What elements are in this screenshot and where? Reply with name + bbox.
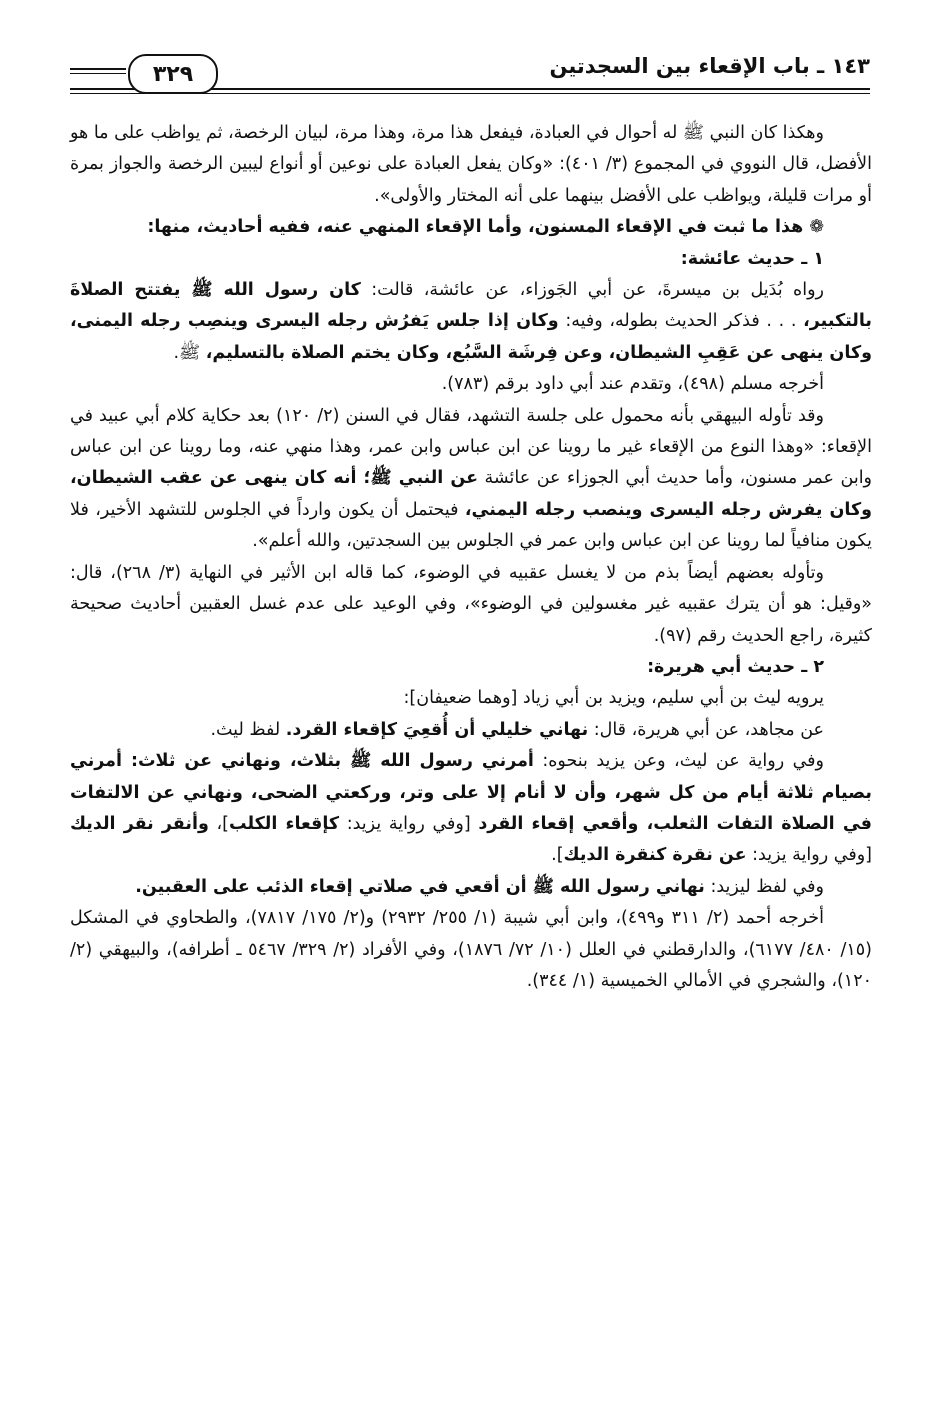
text-run: ]. — [551, 845, 564, 866]
text-run: وفي لفظ ليزيد: — [704, 876, 824, 897]
hadith-text: كان رسول الله ﷺ يفتتح الصلاةَ بالتكبير، — [70, 280, 872, 332]
hadith-text: وأنقر نقر الديك — [70, 813, 209, 834]
paragraph-aisha — [70, 275, 872, 369]
hadith-text: عن النبي ﷺ؛ أنه كان ينهى عن عقب الشيطان، وكان يفرش رجله اليسرى وينصب رجله اليمني، — [70, 468, 873, 520]
page-header — [70, 48, 870, 100]
chapter-title: ١٤٣ ـ باب الإقعاء بين السجدتين — [549, 54, 870, 78]
text-run: رواه بُدَيل بن ميسرةَ، عن أبي الجَوزاء، عن عائشة، قالت: — [360, 280, 824, 301]
text-run: [وفي رواية يزيد: — [339, 813, 479, 834]
hadith-heading-abu-hurayra — [70, 652, 872, 683]
hadith-heading-aisha-text: ١ ـ حديث عائشة: — [680, 248, 824, 269]
paragraph-takhrij-abu-hurayra: أخرجه أحمد (٢/ ٣١١ و٤٩٩)، وابن أبي شيبة (١/ ٢٥٥/ ٢٩٣٢) و(٢/ ١٧٥/ ٧٨١٧)، والطحاوي في المشكل (١٥/ ٤٨٠/ ٦١٧٧)، والدارقطني في العلل (١٠/ ٧٢/ ١٨٧٦)، وفي الأفراد (٢/ ٣٢٩/ ٥٤٦٧ ـ أطرافه)، والبيهقي (٢/ ١٢٠)، والشجري في الأمالي الخميسية (١/ ٣٤٤). — [70, 908, 872, 991]
text-run: لفظ ليث. — [210, 719, 286, 740]
paragraph-takhrij-aisha: أخرجه مسلم (٤٩٨)، وتقدم عند أبي داود برقم (٧٨٣). — [441, 374, 824, 395]
hadith-text: أمرني رسول الله ﷺ بثلاث، ونهاني عن ثلاث: أمرني بصيام ثلاثة أيام من كل شهر، وأن لا أنام إلا على وتر، وركعتي الضحى، ونهاني عن الالتفات في الصلاة التفات الثعلب، وأقعي إقعاء القرد — [70, 751, 872, 834]
text-run: وفي رواية عن ليث، وعن يزيد بنحوه: — [533, 751, 825, 772]
hadith-text: وكان إذا جلس يَفرُش رجله اليسرى وينصِب رجله اليمنى، وكان ينهى عن عَقِبِ الشيطان، وعن فِرشَة السَّبُع، وكان يختم الصلاة بالتسليم، — [70, 311, 872, 363]
hadith-text: نهاني رسول الله ﷺ أن أقعي في صلاتي إقعاء الذئب على العقبين. — [135, 876, 705, 897]
hadith-heading-aisha — [70, 244, 872, 275]
text-run: عن مجاهد، عن أبي هريرة، قال: — [588, 719, 824, 740]
page-body — [70, 118, 872, 997]
hadith-text: كإقعاء الكلب — [228, 813, 340, 834]
header-rule-left — [70, 68, 126, 74]
paragraph-layth-riwaya — [70, 746, 872, 872]
paragraph-bayhaqi — [70, 401, 872, 558]
text-run: فيحتمل أن يكون وارداً في الجلوس للتشهد الأخير، فلا يكون منافياً لما روينا عن ابن عباس وابن عمر في الجلوس بين السجدتين، والله أعلم». — [70, 499, 872, 552]
text-run: [وفي رواية يزيد: — [746, 845, 872, 866]
paragraph-ibn-athir: وتأوله بعضهم أيضاً بذم من لا يغسل عقبيه في الوضوء، كما قاله ابن الأثير في النهاية (٣/ ٢٦٨)، قال: «وقيل: هو أن يترك عقبيه غير مغسولين في الوضوء»، وفي الوعيد على عدم غسل العقبين أحاديث صحيحة كثيرة، راجع الحديث رقم (٩٧). — [70, 562, 872, 646]
text-run: ]، — [208, 813, 229, 834]
page-number: ٣٢٩ — [152, 61, 194, 87]
hadith-text: نهاني خليلي أن أُقعِيَ كإقعاء القرد. — [285, 719, 589, 740]
hadith-text: عن نقرة كنقرة الديك — [563, 845, 747, 866]
text-run: ﷺ. — [173, 342, 206, 363]
text-run: وقد تأوله البيهقي بأنه محمول على جلسة التشهد، فقال في السنن (٢/ ١٢٠) بعد حكاية كلام أبي عبيد في الإقعاء: «وهذا النوع من الإقعاء غير ما روينا عن ابن عباس وابن عمر، وهذا منهي عنه، وما روينا عن ابن عباس وابن عمر مسنون، وأما حديث أبي الجوزاء عن عائشة — [70, 405, 873, 489]
paragraph-yazid-lafz — [70, 872, 872, 903]
page-number-frame — [128, 54, 218, 94]
text-run: . . . فذكر الحديث بطوله، وفيه: — [558, 311, 804, 332]
section-intro-text: ❁ هذا ما ثبت في الإقعاء المسنون، وأما الإقعاء المنهي عنه، ففيه أحاديث، منها: — [147, 217, 824, 238]
paragraph-mujahid — [70, 715, 872, 746]
paragraph-1: وهكذا كان النبي ﷺ له أحوال في العبادة، فيفعل هذا مرة، وهذا مرة، لبيان الرخصة، ثم يواظب على ما هو الأفضل، قال النووي في المجموع (٣/ ٤٠١): «وكان يفعل العبادة على نوعين أو أنواع ليبين الرخصة والجواز بمرة أو مرات قليلة، ويواظب على الأفضل بينهما على أنه المختار والأولى». — [70, 123, 872, 206]
paragraph-narrators: يرويه ليث بن أبي سليم، ويزيد بن أبي زياد [وهما ضعيفان]: — [403, 688, 824, 709]
hadith-heading-abu-hurayra-text: ٢ ـ حديث أبي هريرة: — [647, 656, 824, 677]
section-intro — [70, 212, 872, 243]
